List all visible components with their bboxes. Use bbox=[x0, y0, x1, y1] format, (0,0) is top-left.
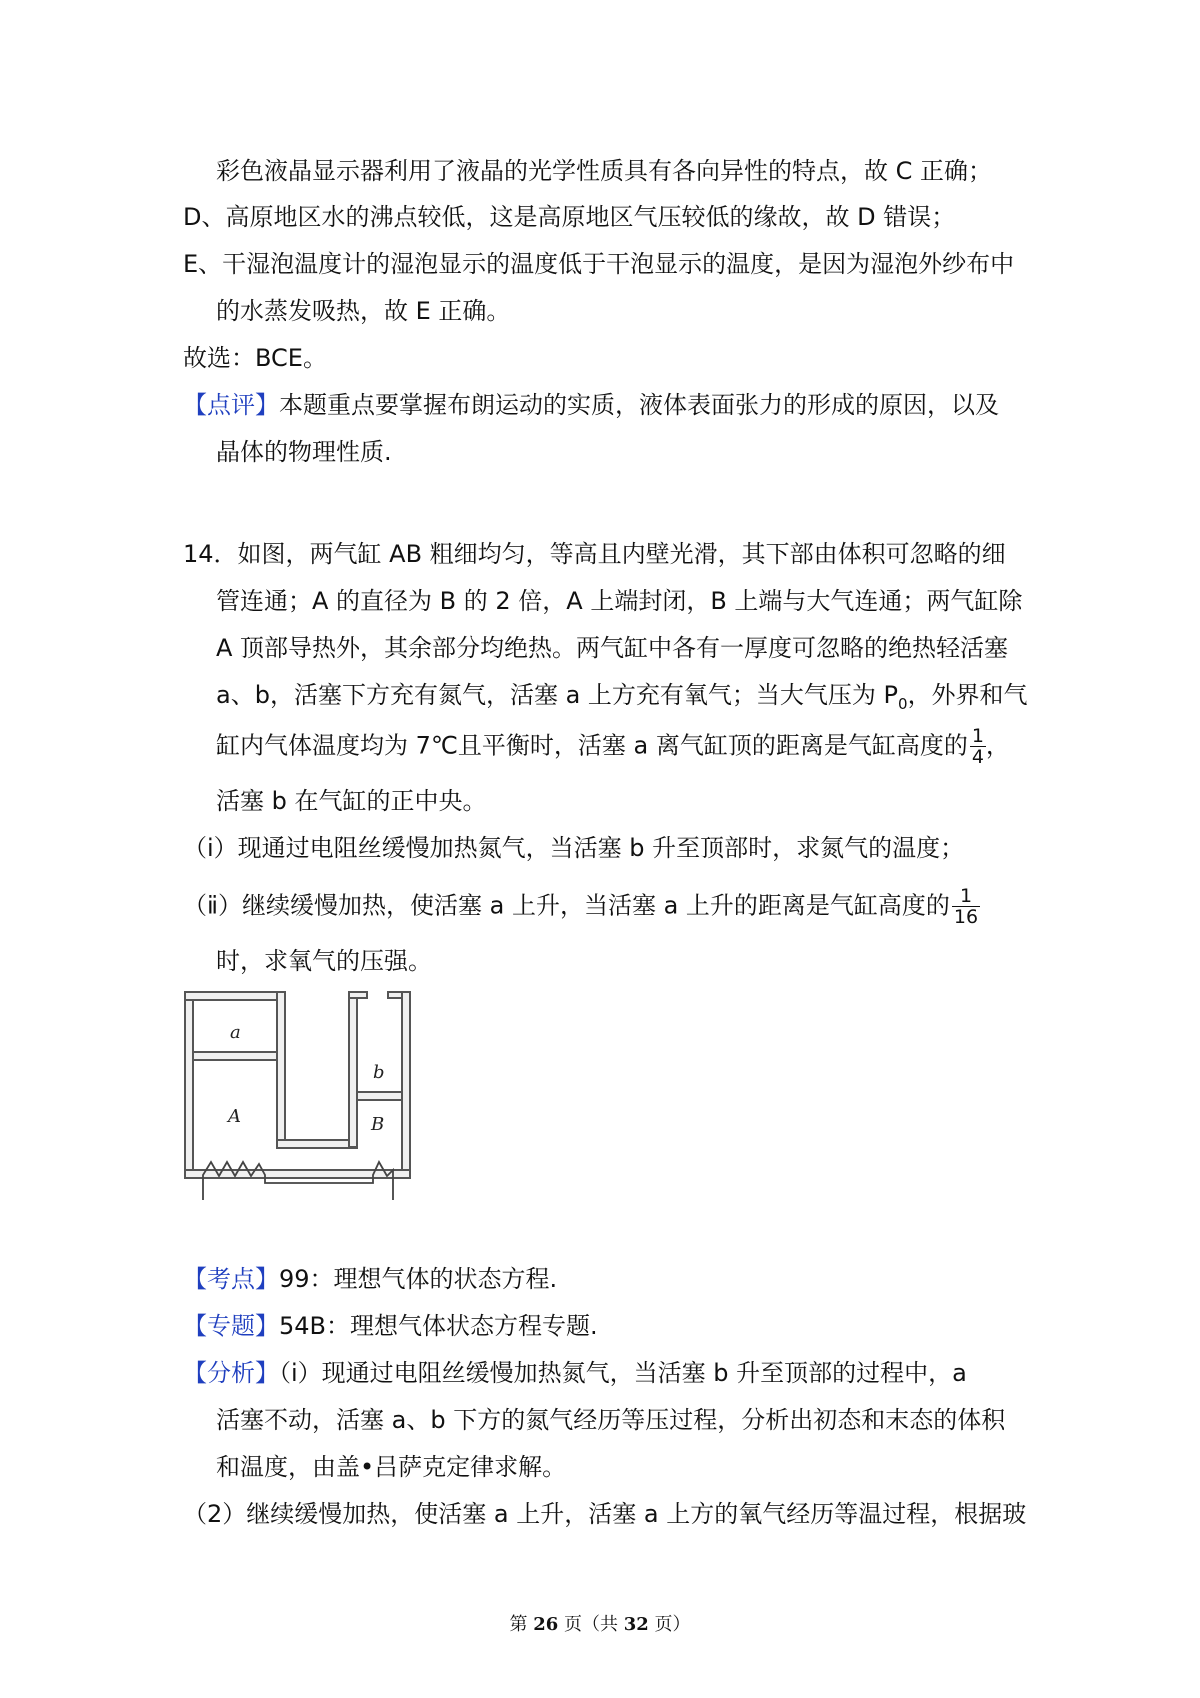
question-line: 时，求氧气的压强。 bbox=[216, 947, 432, 975]
label-a: a bbox=[230, 1022, 241, 1043]
piston-a bbox=[193, 1052, 277, 1060]
question-line: 14．如图，两气缸 AB 粗细均匀，等高且内壁光滑，其下部由体积可忽略的细 bbox=[183, 540, 1006, 568]
question-line bbox=[216, 726, 1010, 767]
fenxi-line: （2）继续缓慢加热，使活塞 a 上升，活塞 a 上方的氧气经历等温过程，根据玻 bbox=[183, 1500, 1027, 1528]
connecting-tube bbox=[277, 1140, 357, 1148]
subscript: 0 bbox=[898, 694, 908, 713]
piston-b bbox=[357, 1092, 402, 1100]
footer-text: 页（共 bbox=[558, 1614, 624, 1635]
fenxi-tag: 【分析】 bbox=[183, 1359, 279, 1387]
fenxi-line: 活塞不动，活塞 a、b 下方的氮气经历等压过程，分析出初态和末态的体积 bbox=[216, 1406, 1006, 1434]
comment-tag: 【点评】 bbox=[183, 391, 279, 419]
fraction bbox=[952, 886, 980, 927]
fraction-numerator: 1 bbox=[971, 725, 984, 747]
zhuanti-text: 54B：理想气体状态方程专题. bbox=[279, 1312, 598, 1340]
text-line: D、高原地区水的沸点较低，这是高原地区气压较低的缘故，故 D 错误； bbox=[183, 203, 956, 231]
question-text: 缸内气体温度均为 7℃且平衡时，活塞 a 离气缸顶的距离是气缸高度的 bbox=[216, 731, 968, 760]
comment-line bbox=[183, 389, 999, 421]
question-text: a、b，活塞下方充有氮气，活塞 a 上方充有氧气；当大气压为 P bbox=[216, 681, 899, 709]
footer-text: 页） bbox=[648, 1614, 691, 1635]
question-text: ， bbox=[985, 731, 1010, 760]
text-line: E、干湿泡温度计的湿泡显示的温度低于干泡显示的温度，是因为湿泡外纱布中 bbox=[183, 250, 1015, 278]
question-line: A 顶部导热外，其余部分均绝热。两气缸中各有一厚度可忽略的绝热轻活塞 bbox=[216, 634, 1009, 662]
cylinder-b-lip-left bbox=[349, 992, 367, 998]
question-text: （ⅱ）继续缓慢加热，使活塞 a 上升，当活塞 a 上升的距离是气缸高度的 bbox=[183, 891, 950, 920]
zhuanti-line bbox=[183, 1310, 598, 1342]
text-line: 的水蒸发吸热，故 E 正确。 bbox=[216, 297, 511, 325]
footer-text: 第 bbox=[509, 1614, 534, 1635]
question-part: （ⅰ）现通过电阻丝缓慢加热氮气，当活塞 b 升至顶部时，求氮气的温度； bbox=[183, 834, 965, 862]
answer-line: 故选：BCE。 bbox=[183, 344, 327, 372]
cylinder-a-right-wall bbox=[277, 992, 285, 1147]
cylinder-a-left-wall bbox=[185, 992, 193, 1177]
cylinder-b-right-wall bbox=[402, 992, 410, 1177]
question-part bbox=[183, 886, 980, 927]
fraction bbox=[970, 726, 986, 767]
fraction-denominator: 16 bbox=[953, 906, 979, 928]
fenxi-line: 和温度，由盖•吕萨克定律求解。 bbox=[216, 1453, 567, 1481]
comment-text: 本题重点要掌握布朗运动的实质，液体表面张力的形成的原因，以及 bbox=[279, 391, 999, 419]
kaodian-line bbox=[183, 1263, 557, 1295]
question-line: 管连通；A 的直径为 B 的 2 倍，A 上端封闭，B 上端与大气连通；两气缸除 bbox=[216, 587, 1023, 615]
page-number: 26 bbox=[533, 1614, 559, 1635]
fraction-numerator: 1 bbox=[952, 886, 980, 907]
kaodian-tag: 【考点】 bbox=[183, 1265, 279, 1293]
cylinder-b-left-wall bbox=[349, 992, 357, 1147]
text-line: 彩色液晶显示器利用了液晶的光学性质具有各向异性的特点，故 C 正确； bbox=[216, 157, 993, 185]
question-line bbox=[216, 679, 1028, 720]
kaodian-text: 99：理想气体的状态方程. bbox=[279, 1265, 558, 1293]
page-total: 32 bbox=[623, 1614, 649, 1635]
fraction-denominator: 4 bbox=[971, 746, 984, 768]
question-text: ，外界和气 bbox=[907, 681, 1028, 709]
label-b: b bbox=[373, 1062, 385, 1083]
question-line: 活塞 b 在气缸的正中央。 bbox=[216, 787, 487, 815]
text-line: 晶体的物理性质. bbox=[216, 438, 392, 466]
cylinder-a-top-wall bbox=[185, 992, 285, 1000]
page-footer bbox=[0, 1610, 1200, 1636]
label-cylinder-a: A bbox=[228, 1106, 241, 1127]
cylinder-figure bbox=[183, 990, 423, 1205]
fenxi-text: （ⅰ）现通过电阻丝缓慢加热氮气，当活塞 b 升至顶部的过程中，a bbox=[279, 1359, 967, 1387]
heating-wire bbox=[203, 1162, 393, 1200]
label-cylinder-b: B bbox=[371, 1114, 385, 1135]
zhuanti-tag: 【专题】 bbox=[183, 1312, 279, 1340]
fenxi-line bbox=[183, 1357, 967, 1389]
